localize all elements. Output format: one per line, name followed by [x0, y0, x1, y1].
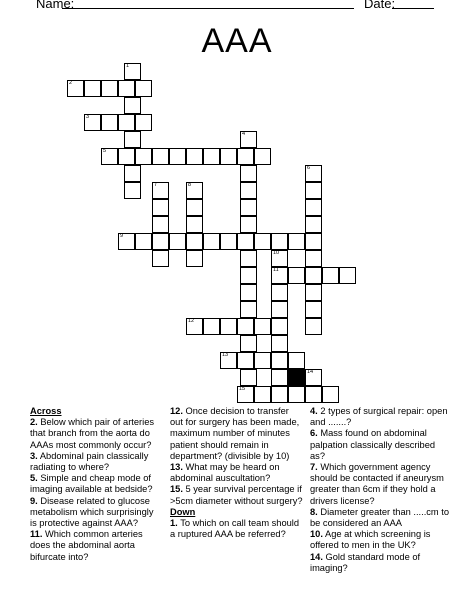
grid-cell[interactable] — [288, 386, 305, 403]
grid-cell[interactable] — [118, 148, 135, 165]
grid-cell[interactable] — [186, 182, 203, 199]
grid-cell[interactable] — [84, 80, 101, 97]
down-clue: 6. Mass found on abdominal palpation classically described as? — [310, 428, 436, 461]
grid-cell[interactable] — [240, 301, 257, 318]
down-clue: 7. Which government agency should be contacted if aneurysm greater than 6cm if they hold a drivers license? — [310, 462, 444, 506]
grid-cell[interactable] — [271, 352, 288, 369]
down-clue: 10. Age at which screening is offered to men in the UK? — [310, 529, 431, 551]
grid-cell[interactable] — [101, 114, 118, 131]
grid-cell[interactable] — [240, 165, 257, 182]
across-clue: 12. Once decision to transfer out for surgery has been made, maximum number of minutes patient should remain in department? (divisible by 10) — [170, 406, 300, 461]
grid-cell[interactable] — [254, 386, 271, 403]
grid-cell[interactable] — [271, 301, 288, 318]
across-heading: Across — [30, 406, 62, 416]
grid-cell[interactable] — [220, 233, 237, 250]
grid-cell[interactable] — [305, 301, 322, 318]
grid-cell[interactable] — [240, 267, 257, 284]
grid-cell[interactable] — [124, 63, 141, 80]
grid-cell[interactable] — [118, 80, 135, 97]
grid-cell[interactable] — [240, 284, 257, 301]
grid-cell[interactable] — [339, 267, 356, 284]
grid-cell[interactable] — [124, 131, 141, 148]
across-clue: 2. Below which pair of arteries that branch from the aorta do AAAs most commonly occur? — [30, 417, 155, 450]
name-field-line[interactable] — [62, 8, 354, 9]
grid-cell[interactable] — [305, 182, 322, 199]
clue-number: 7 — [154, 182, 158, 188]
grid-cell[interactable] — [240, 250, 257, 267]
grid-cell[interactable] — [152, 199, 169, 216]
grid-cell[interactable] — [305, 318, 322, 335]
page-title: AAA — [201, 22, 273, 60]
grid-cell[interactable] — [220, 352, 237, 369]
grid-cell[interactable] — [186, 199, 203, 216]
grid-cell[interactable] — [237, 352, 254, 369]
across-clue: 5. Simple and cheap mode of imaging available at bedside? — [30, 473, 153, 495]
grid-cell[interactable] — [305, 199, 322, 216]
grid-cell[interactable] — [169, 233, 186, 250]
grid-cell[interactable] — [152, 250, 169, 267]
grid-cell[interactable] — [271, 284, 288, 301]
clue-number: 10 — [273, 250, 280, 256]
clue-number: 13 — [222, 352, 229, 358]
clue-number: 12 — [188, 318, 195, 324]
grid-cell[interactable] — [288, 352, 305, 369]
grid-cell[interactable] — [124, 97, 141, 114]
grid-cell[interactable] — [186, 148, 203, 165]
across-clue: 15. 5 year survival percentage if >5cm diameter without surgery? — [170, 484, 303, 506]
grid-cell[interactable] — [322, 267, 339, 284]
clue-column-3 — [310, 406, 452, 574]
grid-cell[interactable] — [220, 148, 237, 165]
grid-cell[interactable] — [271, 318, 288, 335]
grid-cell[interactable] — [305, 250, 322, 267]
grid-cell[interactable] — [186, 216, 203, 233]
grid-cell[interactable] — [271, 369, 288, 386]
across-clue: 3. Abdominal pain classically radiating to where? — [30, 450, 149, 473]
grid-cell[interactable] — [322, 386, 339, 403]
clue-number: 3 — [86, 114, 90, 120]
grid-cell[interactable] — [240, 199, 257, 216]
grid-cell[interactable] — [124, 165, 141, 182]
grid-cell[interactable] — [135, 148, 152, 165]
grid-cell[interactable] — [271, 267, 288, 284]
grid-cell[interactable] — [237, 318, 254, 335]
grid-cell[interactable] — [67, 80, 84, 97]
grid-cell[interactable] — [124, 182, 141, 199]
grid-cell[interactable] — [101, 80, 118, 97]
clue-number: 8 — [188, 182, 192, 188]
clue-number: 2 — [69, 80, 73, 86]
grid-cell[interactable] — [118, 233, 135, 250]
grid-cell[interactable] — [240, 216, 257, 233]
grid-cell[interactable] — [271, 335, 288, 352]
grid-cell[interactable] — [271, 250, 288, 267]
down-clue: 8. Diameter greater than .....cm to be considered an AAA — [310, 506, 450, 529]
date-label: Date: — [364, 0, 396, 11]
grid-cell[interactable] — [135, 80, 152, 97]
grid-cell[interactable] — [186, 250, 203, 267]
grid-cell[interactable] — [271, 386, 288, 403]
grid-cell[interactable] — [169, 148, 186, 165]
grid-cell[interactable] — [220, 318, 237, 335]
clue-number: 4 — [242, 131, 246, 137]
clue-number: 9 — [120, 233, 124, 239]
grid-cell[interactable] — [203, 318, 220, 335]
grid-cell[interactable] — [237, 386, 254, 403]
down-clue: 4. 2 types of surgical repair: open and .......? — [310, 406, 448, 428]
grid-cell[interactable] — [305, 386, 322, 403]
grid-cell[interactable] — [135, 114, 152, 131]
grid-cell[interactable] — [186, 233, 203, 250]
grid-cell[interactable] — [305, 216, 322, 233]
clue-column-2 — [170, 406, 304, 540]
clue-column-1 — [30, 406, 162, 563]
grid-cell[interactable] — [118, 114, 135, 131]
grid-cell[interactable] — [152, 148, 169, 165]
down-clue: 14. Gold standard mode of imaging? — [310, 551, 421, 573]
clue-number: 11 — [273, 267, 279, 273]
grid-cell[interactable] — [288, 267, 305, 284]
across-clue: 13. What may be heard on abdominal auscultation? — [170, 462, 280, 484]
grid-cell[interactable] — [237, 233, 254, 250]
grid-cell[interactable] — [254, 148, 271, 165]
clue-number: 6 — [307, 165, 311, 171]
name-label: Name: — [36, 0, 75, 11]
grid-cell[interactable] — [271, 233, 288, 250]
grid-cell[interactable] — [240, 369, 257, 386]
grid-cell[interactable] — [152, 216, 169, 233]
grid-cell[interactable] — [305, 233, 322, 250]
grid-cell[interactable] — [288, 233, 305, 250]
grid-cell[interactable] — [305, 165, 322, 182]
grid-cell[interactable] — [240, 335, 257, 352]
grid-cell[interactable] — [254, 352, 271, 369]
grid-cell[interactable] — [152, 233, 169, 250]
grid-cell[interactable] — [135, 233, 152, 250]
grid-cell[interactable] — [254, 318, 271, 335]
grid-cell[interactable] — [101, 148, 118, 165]
across-clue: 9. Disease related to glucose metabolism which surprisingly is protective against AAA? — [30, 495, 154, 529]
grid-cell[interactable] — [254, 233, 271, 250]
black-square — [288, 369, 305, 386]
grid-cell[interactable] — [186, 318, 203, 335]
grid-cell[interactable] — [203, 148, 220, 165]
down-clue: 1. To which on call team should a ruptured AAA be referred? — [170, 518, 300, 540]
down-heading: Down — [170, 506, 196, 517]
across-clue: 11. Which common arteries does the abdominal aorta bifurcate into? — [30, 529, 143, 562]
clue-number: 14 — [307, 369, 314, 375]
grid-cell[interactable] — [305, 284, 322, 301]
grid-cell[interactable] — [305, 369, 322, 386]
grid-cell[interactable] — [152, 182, 169, 199]
date-field-line[interactable] — [392, 8, 434, 9]
clue-number: 15 — [239, 386, 246, 392]
grid-cell[interactable] — [240, 182, 257, 199]
clue-number: 5 — [103, 148, 107, 154]
grid-cell[interactable] — [305, 267, 322, 284]
clue-number: 1 — [126, 63, 130, 69]
grid-cell[interactable] — [240, 131, 257, 148]
grid-cell[interactable] — [203, 233, 220, 250]
grid-cell[interactable] — [237, 148, 254, 165]
grid-cell[interactable] — [84, 114, 101, 131]
